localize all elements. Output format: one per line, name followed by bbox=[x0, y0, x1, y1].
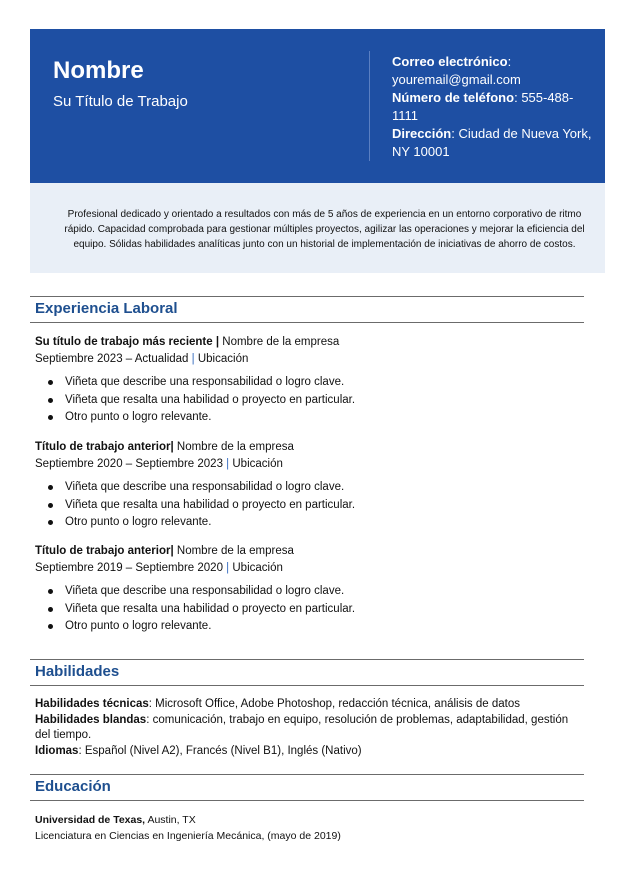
skills-heading-bar bbox=[30, 659, 584, 686]
job-entry bbox=[35, 543, 595, 636]
school-location: Austin, TX bbox=[147, 814, 196, 826]
languages-value: Español (Nivel A2), Francés (Nivel B1), Inglés (Nativo) bbox=[84, 744, 362, 757]
experience-heading: Experiencia Laboral bbox=[35, 300, 178, 317]
school-name: Universidad de Texas, bbox=[35, 814, 146, 826]
experience-heading-bar bbox=[30, 296, 584, 323]
job-location: Ubicación bbox=[232, 458, 283, 470]
job-bullets bbox=[35, 583, 595, 636]
resume-header bbox=[30, 29, 605, 183]
soft-skills: Habilidades blandas: comunicación, trabajo en equipo, resolución de problemas, adaptabilidad, gestión del tiempo. bbox=[35, 713, 569, 741]
technical-skills-value: Microsoft Office, Adobe Photoshop, redacción técnica, análisis de datos bbox=[155, 698, 520, 710]
languages-label: Idiomas bbox=[35, 744, 79, 757]
address-row: Dirección: Ciudad de Nueva York, NY 10001 bbox=[392, 126, 592, 159]
list-item: Viñeta que resalta una habilidad o proyecto en particular. bbox=[35, 392, 595, 410]
technical-skills-label: Habilidades técnicas bbox=[35, 698, 149, 710]
job-dates-line: Septiembre 2020 – Septiembre 2023 | Ubicación bbox=[35, 458, 283, 470]
email-row: Correo electrónico: bbox=[392, 54, 512, 69]
summary-text: Profesional dedicado y orientado a resultados con más de 5 años de experiencia en un entorno corporativo de ritmo rápido. Capacidad comprobada para gestionar múltiples proyectos, agilizar las operaciones y mejorar la eficiencia del equipo. Sólidas habilidades analíticas junto con un historial de implementación de iniciativas de ahorro de costos. bbox=[64, 209, 585, 250]
job-title: Título de trabajo anterior| bbox=[35, 441, 174, 453]
technical-skills: Habilidades técnicas: Microsoft Office, Adobe Photoshop, redacción técnica, análisis de datos bbox=[35, 698, 520, 710]
company-name: Nombre de la empresa bbox=[176, 545, 294, 557]
list-item: Otro punto o logro relevante. bbox=[35, 618, 595, 636]
job-bullets bbox=[35, 479, 595, 532]
list-item: Viñeta que resalta una habilidad o proyecto en particular. bbox=[35, 497, 595, 515]
candidate-name: Nombre bbox=[53, 57, 144, 84]
skills-heading: Habilidades bbox=[35, 663, 120, 680]
job-location: Ubicación bbox=[232, 562, 283, 574]
job-title: Título de trabajo anterior| bbox=[35, 545, 174, 557]
education-heading-bar bbox=[30, 774, 584, 801]
header-divider bbox=[369, 51, 370, 161]
contact-block bbox=[392, 53, 597, 161]
job-entry bbox=[35, 334, 595, 427]
job-dates: Septiembre 2020 – Septiembre 2023 bbox=[35, 458, 223, 470]
list-item: Viñeta que describe una responsabilidad o logro clave. bbox=[35, 583, 595, 601]
phone-label: Número de teléfono bbox=[392, 90, 515, 105]
job-title-line bbox=[35, 543, 595, 560]
education-school-line bbox=[35, 812, 585, 828]
job-dates-line: Septiembre 2019 – Septiembre 2020 | Ubicación bbox=[35, 562, 283, 574]
job-entry bbox=[35, 439, 595, 532]
job-title: Su título de trabajo más reciente | bbox=[35, 336, 220, 348]
list-item: Viñeta que describe una responsabilidad o logro clave. bbox=[35, 479, 595, 497]
list-item: Otro punto o logro relevante. bbox=[35, 409, 595, 427]
summary-box bbox=[30, 183, 605, 273]
job-location: Ubicación bbox=[197, 353, 249, 365]
address-label: Dirección bbox=[392, 126, 452, 141]
education-heading: Educación bbox=[35, 778, 111, 795]
address-value: Ciudad de Nueva York, NY 10001 bbox=[392, 126, 592, 159]
soft-skills-value: comunicación, trabajo en equipo, resolución de problemas, adaptabilidad, gestión del tiempo. bbox=[35, 713, 569, 741]
candidate-job-title: Su Título de Trabajo bbox=[53, 93, 188, 110]
job-dates: Septiembre 2019 – Septiembre 2020 bbox=[35, 562, 223, 574]
job-dates-line: Septiembre 2023 – Actualidad | Ubicación bbox=[35, 353, 249, 365]
email-label: Correo electrónico bbox=[392, 54, 508, 69]
phone-row: Número de teléfono: 555-488-1111 bbox=[392, 90, 574, 123]
company-name: Nombre de la empresa bbox=[176, 441, 294, 453]
job-title-line bbox=[35, 334, 595, 351]
soft-skills-label: Habilidades blandas bbox=[35, 713, 147, 726]
degree: Licenciatura en Ciencias en Ingeniería Mecánica, (mayo de 2019) bbox=[35, 830, 341, 842]
languages: Idiomas: Español (Nivel A2), Francés (Nivel B1), Inglés (Nativo) bbox=[35, 744, 362, 757]
job-bullets bbox=[35, 374, 595, 427]
job-title-line bbox=[35, 439, 595, 456]
email-value: youremail@gmail.com bbox=[392, 72, 521, 87]
education-block bbox=[35, 812, 585, 844]
job-dates: Septiembre 2023 – Actualidad bbox=[35, 353, 189, 365]
list-item: Viñeta que describe una responsabilidad o logro clave. bbox=[35, 374, 595, 392]
phone-value: 555-488-1111 bbox=[392, 90, 574, 123]
list-item: Otro punto o logro relevante. bbox=[35, 514, 595, 532]
list-item: Viñeta que resalta una habilidad o proyecto en particular. bbox=[35, 601, 595, 619]
company-name: Nombre de la empresa bbox=[222, 336, 340, 348]
skills-block bbox=[35, 697, 585, 759]
